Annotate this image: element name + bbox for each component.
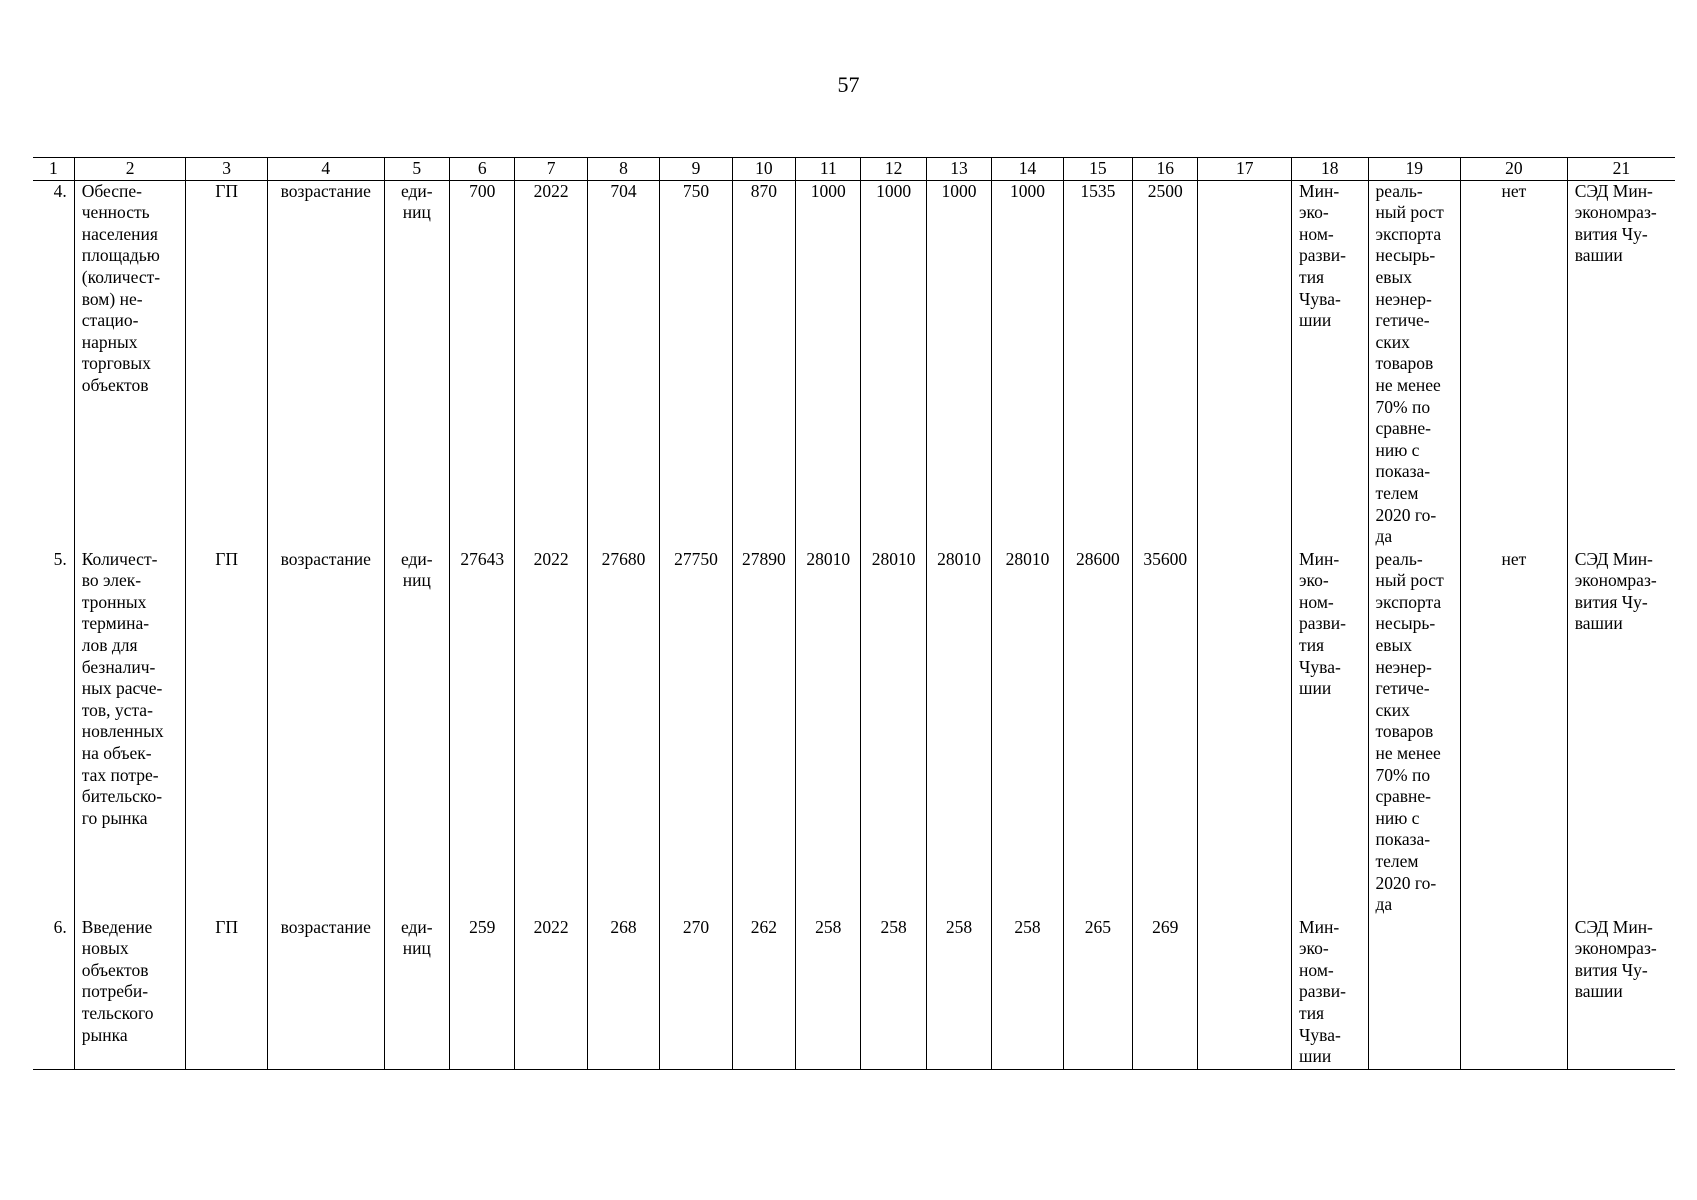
unit-cell: еди- ниц: [384, 917, 449, 1070]
goal-cell: реаль- ный рост экспорта несырь- евых неэнер- гетиче- ских товаров не менее 70% по сравне- нию с показа- телем 2020 го- да: [1368, 549, 1461, 917]
value-cell: 2022: [515, 549, 587, 917]
column-number: 6: [450, 158, 515, 181]
value-cell: 268: [587, 917, 659, 1070]
goal-cell: [1368, 917, 1461, 1070]
unit-cell: еди- ниц: [384, 180, 449, 549]
column-number: 4: [267, 158, 384, 181]
indicator-name-cell: Обеспе- ченность населения площадью (количест- вом) не- стацио- нарных торговых объектов: [74, 180, 186, 549]
value-cell: 2500: [1133, 180, 1198, 549]
value-cell: 1000: [861, 180, 926, 549]
responsible-cell: Мин- эко- ном- разви- тия Чува- шии: [1292, 180, 1368, 549]
column-number-row: [33, 158, 1675, 181]
value-cell: 27643: [450, 549, 515, 917]
column-number: 7: [515, 158, 587, 181]
indicator-name-cell: Введение новых объектов потреби- тельского рынка: [74, 917, 186, 1070]
value-cell: 35600: [1133, 549, 1198, 917]
value-cell: 27890: [732, 549, 795, 917]
column-17-cell: [1198, 917, 1292, 1070]
value-cell: 2022: [515, 917, 587, 1070]
value-cell: 259: [450, 917, 515, 1070]
column-number: 12: [861, 158, 926, 181]
column-number: 20: [1461, 158, 1568, 181]
column-number: 15: [1063, 158, 1132, 181]
value-cell: 28010: [796, 549, 861, 917]
column-number: 17: [1198, 158, 1292, 181]
value-cell: 2022: [515, 180, 587, 549]
value-cell: 1535: [1063, 180, 1132, 549]
value-cell: 28010: [861, 549, 926, 917]
column-number: 1: [33, 158, 74, 181]
column-number: 13: [926, 158, 991, 181]
column-number: 11: [796, 158, 861, 181]
value-cell: 269: [1133, 917, 1198, 1070]
value-cell: 700: [450, 180, 515, 549]
column-number: 21: [1567, 158, 1675, 181]
value-cell: 270: [660, 917, 732, 1070]
direction-cell: возрастание: [267, 549, 384, 917]
value-cell: 27750: [660, 549, 732, 917]
column-number: 5: [384, 158, 449, 181]
value-cell: 258: [926, 917, 991, 1070]
value-cell: 28010: [992, 549, 1063, 917]
column-number: 10: [732, 158, 795, 181]
value-cell: 750: [660, 180, 732, 549]
column-20-cell: нет: [1461, 549, 1568, 917]
unit-cell: еди- ниц: [384, 549, 449, 917]
type-cell: ГП: [186, 549, 267, 917]
table-row: [33, 549, 1675, 917]
column-number: 16: [1133, 158, 1198, 181]
table-row: [33, 917, 1675, 1070]
table-row: [33, 180, 1675, 549]
column-number: 14: [992, 158, 1063, 181]
value-cell: 27680: [587, 549, 659, 917]
column-number: 2: [74, 158, 186, 181]
column-20-cell: нет: [1461, 180, 1568, 549]
direction-cell: возрастание: [267, 180, 384, 549]
value-cell: 1000: [992, 180, 1063, 549]
page-number: 57: [837, 72, 860, 97]
value-cell: 870: [732, 180, 795, 549]
column-number: 18: [1292, 158, 1368, 181]
indicator-name-cell: Количест- во элек- тронных термина- лов для безналич- ных расче- тов, уста- новленных на объек- тах потре- бительско- го рынка: [74, 549, 186, 917]
indicators-table: [33, 157, 1675, 1070]
column-20-cell: [1461, 917, 1568, 1070]
row-number-cell: 6.: [33, 917, 74, 1070]
value-cell: 1000: [926, 180, 991, 549]
column-17-cell: [1198, 549, 1292, 917]
type-cell: ГП: [186, 180, 267, 549]
source-cell: СЭД Мин- экономраз- вития Чу- вашии: [1567, 917, 1675, 1070]
column-number: 9: [660, 158, 732, 181]
column-number: 8: [587, 158, 659, 181]
goal-cell: реаль- ный рост экспорта несырь- евых неэнер- гетиче- ских товаров не менее 70% по сравне- нию с показа- телем 2020 го- да: [1368, 180, 1461, 549]
column-number: 3: [186, 158, 267, 181]
value-cell: 704: [587, 180, 659, 549]
column-number: 19: [1368, 158, 1461, 181]
value-cell: 258: [861, 917, 926, 1070]
source-cell: СЭД Мин- экономраз- вития Чу- вашии: [1567, 549, 1675, 917]
value-cell: 265: [1063, 917, 1132, 1070]
row-number-cell: 4.: [33, 180, 74, 549]
value-cell: 258: [992, 917, 1063, 1070]
row-number-cell: 5.: [33, 549, 74, 917]
value-cell: 28010: [926, 549, 991, 917]
source-cell: СЭД Мин- экономраз- вития Чу- вашии: [1567, 180, 1675, 549]
value-cell: 262: [732, 917, 795, 1070]
value-cell: 1000: [796, 180, 861, 549]
responsible-cell: Мин- эко- ном- разви- тия Чува- шии: [1292, 917, 1368, 1070]
value-cell: 258: [796, 917, 861, 1070]
responsible-cell: Мин- эко- ном- разви- тия Чува- шии: [1292, 549, 1368, 917]
column-17-cell: [1198, 180, 1292, 549]
direction-cell: возрастание: [267, 917, 384, 1070]
type-cell: ГП: [186, 917, 267, 1070]
value-cell: 28600: [1063, 549, 1132, 917]
